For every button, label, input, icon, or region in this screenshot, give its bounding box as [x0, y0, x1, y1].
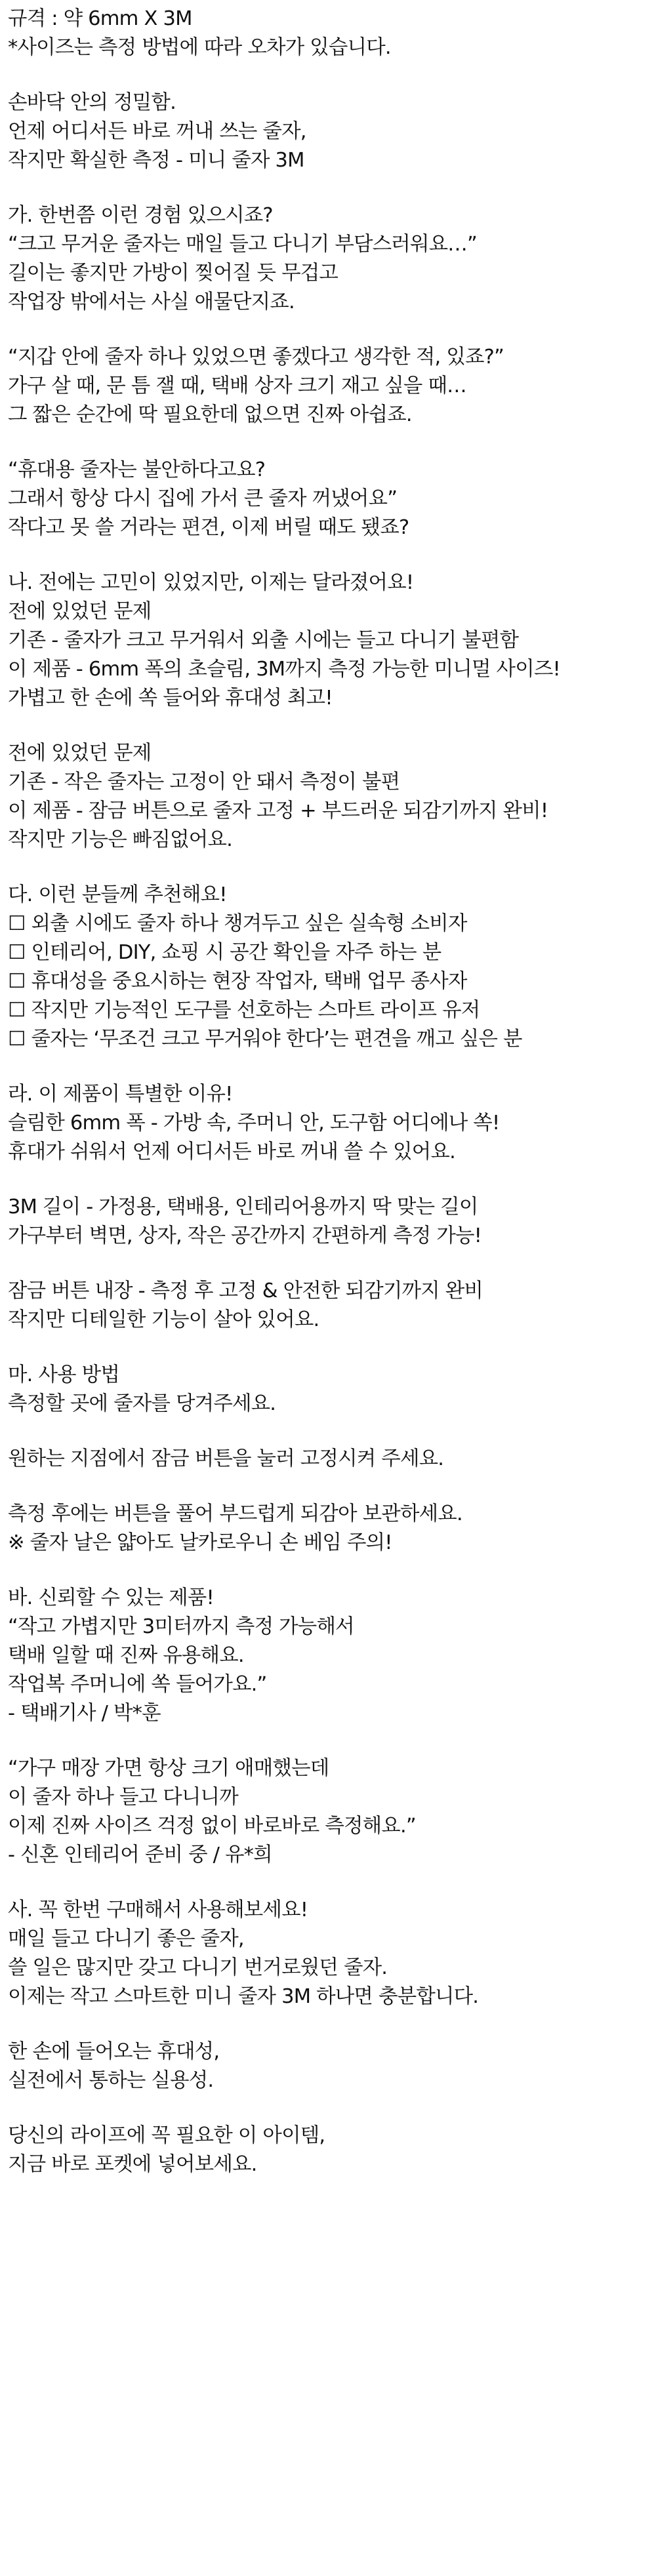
- closing-line: 지금 바로 포켓에 넣어보세요.: [8, 2153, 257, 2176]
- checklist-item: ☐ 외출 시에도 줄자 하나 챙겨두고 싶은 실속형 소비자: [8, 912, 467, 935]
- body-line: 그 짧은 순간에 딱 필요한데 없으면 진짜 아쉽죠.: [8, 403, 412, 426]
- body-line: 측정할 곳에 줄자를 당겨주세요.: [8, 1392, 276, 1415]
- section-heading: 다. 이런 분들께 추천해요!: [8, 883, 227, 906]
- body-line: 가구부터 벽면, 상자, 작은 공간까지 간편하게 측정 가능!: [8, 1224, 482, 1247]
- testimonial-line: “작고 가볍지만 3미터까지 측정 가능해서: [8, 1615, 354, 1638]
- testimonial-line: 작업복 주머니에 쏙 들어가요.”: [8, 1673, 267, 1696]
- body-line: 이 제품 - 잠금 버튼으로 줄자 고정 + 부드러운 되감기까지 완비!: [8, 799, 548, 822]
- testimonial-author: - 택배기사 / 박*훈: [8, 1702, 161, 1725]
- body-line: 기존 - 줄자가 크고 무거워서 외출 시에는 들고 다니기 불편함: [8, 629, 519, 652]
- body-line: 작업장 밖에서는 사실 애물단지죠.: [8, 291, 295, 313]
- body-line: 한 손에 들어오는 휴대성,: [8, 2040, 220, 2063]
- section-heading: 바. 신뢰할 수 있는 제품!: [8, 1586, 214, 1609]
- body-line: 실전에서 통하는 실용성.: [8, 2069, 214, 2092]
- spec-line: 규격 : 약 6mm X 3M: [8, 7, 192, 30]
- intro-line: 언제 어디서든 바로 꺼내 쓰는 줄자,: [8, 120, 306, 143]
- section-heading: 마. 사용 방법: [8, 1363, 119, 1386]
- testimonial-line: 택배 일할 때 진짜 유용해요.: [8, 1644, 244, 1667]
- body-line: 3M 길이 - 가정용, 택배용, 인테리어용까지 딱 맞는 길이: [8, 1196, 478, 1218]
- subheading: 전에 있었던 문제: [8, 600, 152, 623]
- body-line: 가구 살 때, 문 틈 잴 때, 택배 상자 크기 재고 싶을 때…: [8, 374, 466, 397]
- section-heading: 가. 한번쯤 이런 경험 있으시죠?: [8, 204, 273, 227]
- intro-line: 작지만 확실한 측정 - 미니 줄자 3M: [8, 149, 304, 172]
- body-line: 휴대가 쉬워서 언제 어디서든 바로 꺼내 쓸 수 있어요.: [8, 1140, 455, 1163]
- section-heading: 라. 이 제품이 특별한 이유!: [8, 1083, 233, 1106]
- checklist-item: ☐ 작지만 기능적인 도구를 선호하는 스마트 라이프 유저: [8, 999, 480, 1022]
- body-line: 기존 - 작은 줄자는 고정이 안 돼서 측정이 불편: [8, 771, 400, 794]
- body-line: 이 제품 - 6mm 폭의 초슬림, 3M까지 측정 가능한 미니멀 사이즈!: [8, 658, 560, 681]
- testimonial-author: - 신혼 인테리어 준비 중 / 유*희: [8, 1843, 272, 1866]
- warning-note: ※ 줄자 날은 얇아도 날카로우니 손 베임 주의!: [8, 1531, 392, 1554]
- testimonial-line: 이 줄자 하나 들고 다니니까: [8, 1786, 238, 1809]
- body-line: 쓸 일은 많지만 갖고 다니기 번거로웠던 줄자.: [8, 1956, 388, 1979]
- testimonial-line: 이제 진짜 사이즈 걱정 없이 바로바로 측정해요.”: [8, 1815, 416, 1838]
- body-line: 그래서 항상 다시 집에 가서 큰 줄자 꺼냈어요”: [8, 487, 398, 510]
- section-heading: 사. 꼭 한번 구매해서 사용해보세요!: [8, 1899, 308, 1922]
- checklist-item: ☐ 휴대성을 중요시하는 현장 작업자, 택배 업무 종사자: [8, 970, 467, 993]
- body-line: 잠금 버튼 내장 - 측정 후 고정 & 안전한 되감기까지 완비: [8, 1279, 483, 1302]
- body-line: 슬림한 6mm 폭 - 가방 속, 주머니 안, 도구함 어디에나 쏙!: [8, 1112, 500, 1135]
- testimonial-line: “가구 매장 가면 항상 크기 애매했는데: [8, 1757, 329, 1780]
- section-heading: 나. 전에는 고민이 있었지만, 이제는 달라졌어요!: [8, 571, 414, 594]
- body-line: “지갑 안에 줄자 하나 있었으면 좋겠다고 생각한 적, 있죠?”: [8, 346, 504, 369]
- size-note: *사이즈는 측정 방법에 따라 오차가 있습니다.: [8, 36, 391, 59]
- checklist-item: ☐ 인테리어, DIY, 쇼핑 시 공간 확인을 자주 하는 분: [8, 941, 441, 964]
- body-line: 가볍고 한 손에 쏙 들어와 휴대성 최고!: [8, 687, 333, 710]
- body-line: “휴대용 줄자는 불안하다고요?: [8, 458, 266, 481]
- intro-line: 손바닥 안의 정밀함.: [8, 91, 176, 114]
- body-line: “크고 무거운 줄자는 매일 들고 다니기 부담스러워요…”: [8, 233, 477, 256]
- body-line: 측정 후에는 버튼을 풀어 부드럽게 되감아 보관하세요.: [8, 1502, 462, 1525]
- body-line: 작지만 기능은 빠짐없어요.: [8, 828, 232, 851]
- body-line: 작지만 디테일한 기능이 살아 있어요.: [8, 1308, 319, 1331]
- body-line: 매일 들고 다니기 좋은 줄자,: [8, 1927, 244, 1950]
- body-line: 원하는 지점에서 잠금 버튼을 눌러 고정시켜 주세요.: [8, 1447, 444, 1470]
- checklist-item: ☐ 줄자는 ‘무조건 크고 무거워야 한다’는 편견을 깨고 싶은 분: [8, 1028, 522, 1051]
- closing-line: 당신의 라이프에 꼭 필요한 이 아이템,: [8, 2124, 325, 2147]
- subheading: 전에 있었던 문제: [8, 742, 152, 765]
- body-line: 이제는 작고 스마트한 미니 줄자 3M 하나면 충분합니다.: [8, 1985, 479, 2008]
- body-line: 작다고 못 쓸 거라는 편견, 이제 버릴 때도 됐죠?: [8, 516, 409, 539]
- body-line: 길이는 좋지만 가방이 찢어질 듯 무겁고: [8, 262, 338, 285]
